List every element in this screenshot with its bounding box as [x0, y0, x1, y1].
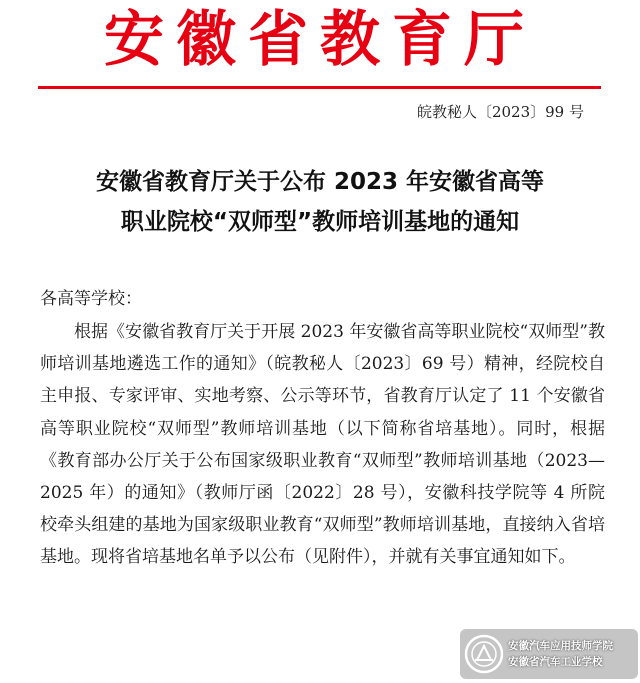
red-divider-line — [38, 86, 601, 89]
masthead: 安徽省教育厅 — [104, 5, 536, 75]
watermark-text — [508, 638, 613, 670]
title-line-1: 安徽省教育厅关于公布 2023 年安徽省高等 — [95, 169, 545, 195]
watermark-line-1: 安徽汽车应用技师学院 — [508, 640, 613, 652]
salutation: 各高等学校： — [40, 289, 142, 309]
watermark-line-2: 安徽省汽车工业学校 — [508, 656, 603, 668]
title-line-2: 职业院校“双师型”教师培训基地的通知 — [120, 209, 520, 235]
document-title — [0, 162, 640, 242]
watermark — [460, 629, 638, 679]
school-emblem-icon — [464, 634, 504, 674]
document-number: 皖教秘人〔2023〕99 号 — [416, 103, 584, 121]
body-paragraph: 根据《安徽省教育厅关于开展 2023 年安徽省高等职业院校“双师型”教师培训基地遴选工作的通知》（皖教秘人〔2023〕69 号）精神，经院校自主申报、专家评审、实地考察、公示等环节，省教育厅认定了 11 个安徽省高等职业院校“双师型”教师培训基地（以下简称省培基地）。同时，根据《教育部办公厅关于公布国家级职业教育“双师型”教师培训基地（2023—2025 年）的通知》（教师厅函〔2022〕28 号），安徽科技学院等 4 所院校牵头组建的基地为国家级职业教育“双师型”教师培训基地，直接纳入省培基地。现将省培基地名单予以公布（见附件），并就有关事宜通知如下。 — [40, 322, 605, 568]
